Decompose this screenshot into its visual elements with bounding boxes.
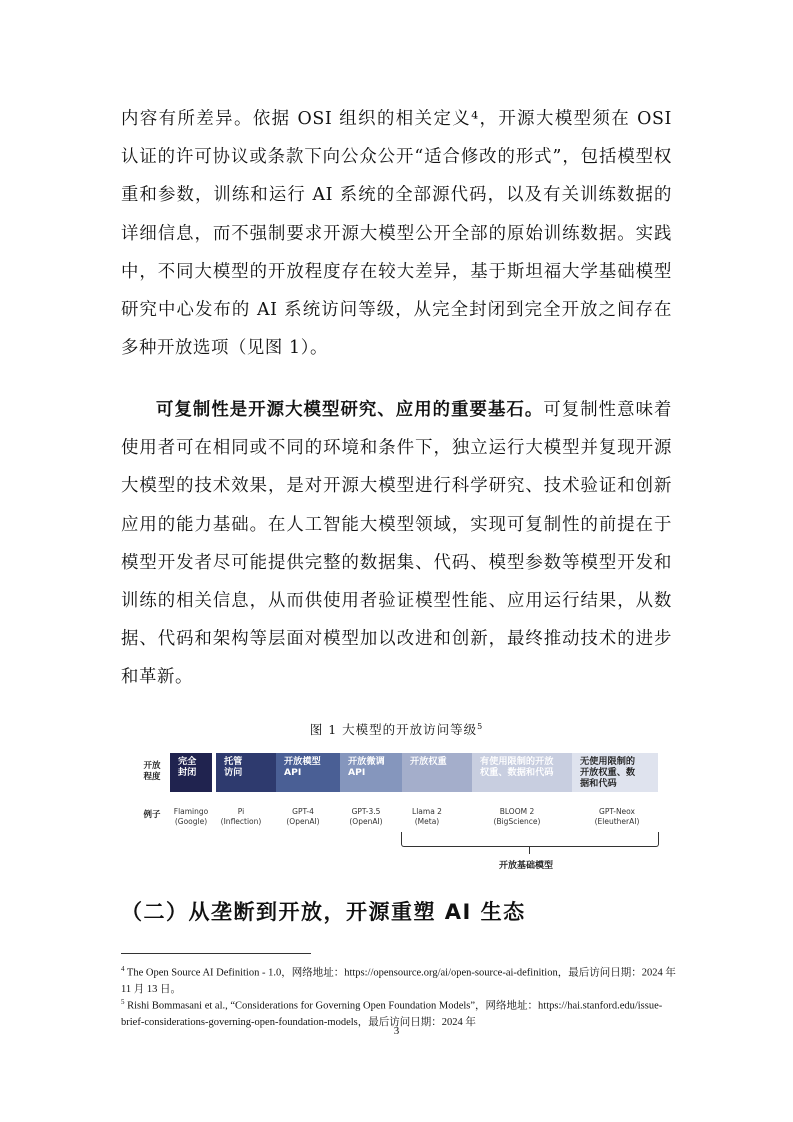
level-open-weights: 开放权重 (402, 753, 472, 792)
open-foundation-bracket (401, 832, 659, 847)
footnote-5-text: Rishi Bommasani et al., “Considerations for Governing Open Foundation Models”，网络地址：https://hai.stanford.edu/issue-brief-considerations-governing-open-foundation-models，最后访问日期：2024 年 (121, 1000, 663, 1028)
footnote-divider (121, 953, 311, 954)
level-closed: 完全 封闭 (170, 753, 212, 792)
example-gpt4: GPT-4 (OpenAI) (286, 807, 320, 826)
bracket-label: 开放基础模型 (499, 861, 554, 871)
page-number: 3 (393, 1025, 400, 1037)
paragraph-2-bold-lead: 可复制性是开源大模型研究、应用的重要基石。 (156, 400, 544, 420)
example-pi: Pi (Inflection) (220, 807, 262, 826)
row-label-openness: 开放 程度 (143, 761, 161, 782)
footnote-4-text: The Open Source AI Definition - 1.0，网络地址：https://opensource.org/ai/open-source-ai-definition，最后访问日期：2024 年 11 月 13 日。 (121, 967, 676, 995)
level-model-api: 开放模型 API (276, 753, 340, 792)
level-unrestricted-open: 无使用限制的 开放权重、数 据和代码 (572, 753, 658, 792)
footnote-4-number: 4 (121, 965, 125, 973)
footnote-5-number: 5 (121, 998, 125, 1006)
caption-footnote-ref: 5 (477, 721, 484, 731)
example-gptneox: GPT-Neox (EleutherAI) (594, 807, 640, 826)
level-restricted-open: 有使用限制的开放 权重、数据和代码 (472, 753, 572, 792)
paragraph-2-text: 可复制性意味着使用者可在相同或不同的环境和条件下，独立运行大模型并复现开源大模型的技术效果，是对开源大模型进行科学研究、技术验证和创新应用的能力基础。在人工智能大模型领域，实现可复制性的前提在于模型开发者尽可能提供完整的数据集、代码、模型参数等模型开发和训练的相关信息，从而供使用者验证模型性能、应用运行结果，从数据、代码和架构等层面对模型加以改进和创新，最终推动技术的进步和革新。 (121, 400, 673, 688)
bracket-center-tick (529, 846, 530, 854)
figure-caption: 图 1 大模型的开放访问等级$^5$ (309, 721, 484, 737)
footnote-4 (121, 961, 676, 999)
body-paragraph-2 (121, 391, 672, 697)
row-label-examples: 例子 (143, 810, 161, 820)
level-finetune-api: 开放微调 API (340, 753, 402, 792)
example-gpt35: GPT-3.5 (OpenAI) (349, 807, 383, 826)
example-llama2: Llama 2 (Meta) (412, 807, 442, 826)
example-bloom2: BLOOM 2 (BigScience) (493, 807, 541, 826)
example-flamingo: Flamingo (Google) (173, 807, 209, 826)
openness-figure (138, 748, 658, 878)
section-heading: （二）从垄断到开放，开源重塑 AI 生态 (121, 900, 526, 924)
body-paragraph-1: 内容有所差异。依据 OSI 组织的相关定义⁴，开源大模型须在 OSI 认证的许可协议或条款下向公众公开“适合修改的形式”，包括模型权重和参数，训练和运行 AI 系统的全部源代码，以及有关训练数据的详细信息，而不强制要求开源大模型公开全部的原始训练数据。实践中，不同大模型的开放程度存在较大差异，基于斯坦福大学基础模型研究中心发布的 AI 系统访问等级，从完全封闭到完全开放之间存在多种开放选项（见图 1）。 (121, 109, 672, 359)
level-hosted: 托管 访问 (216, 753, 276, 792)
